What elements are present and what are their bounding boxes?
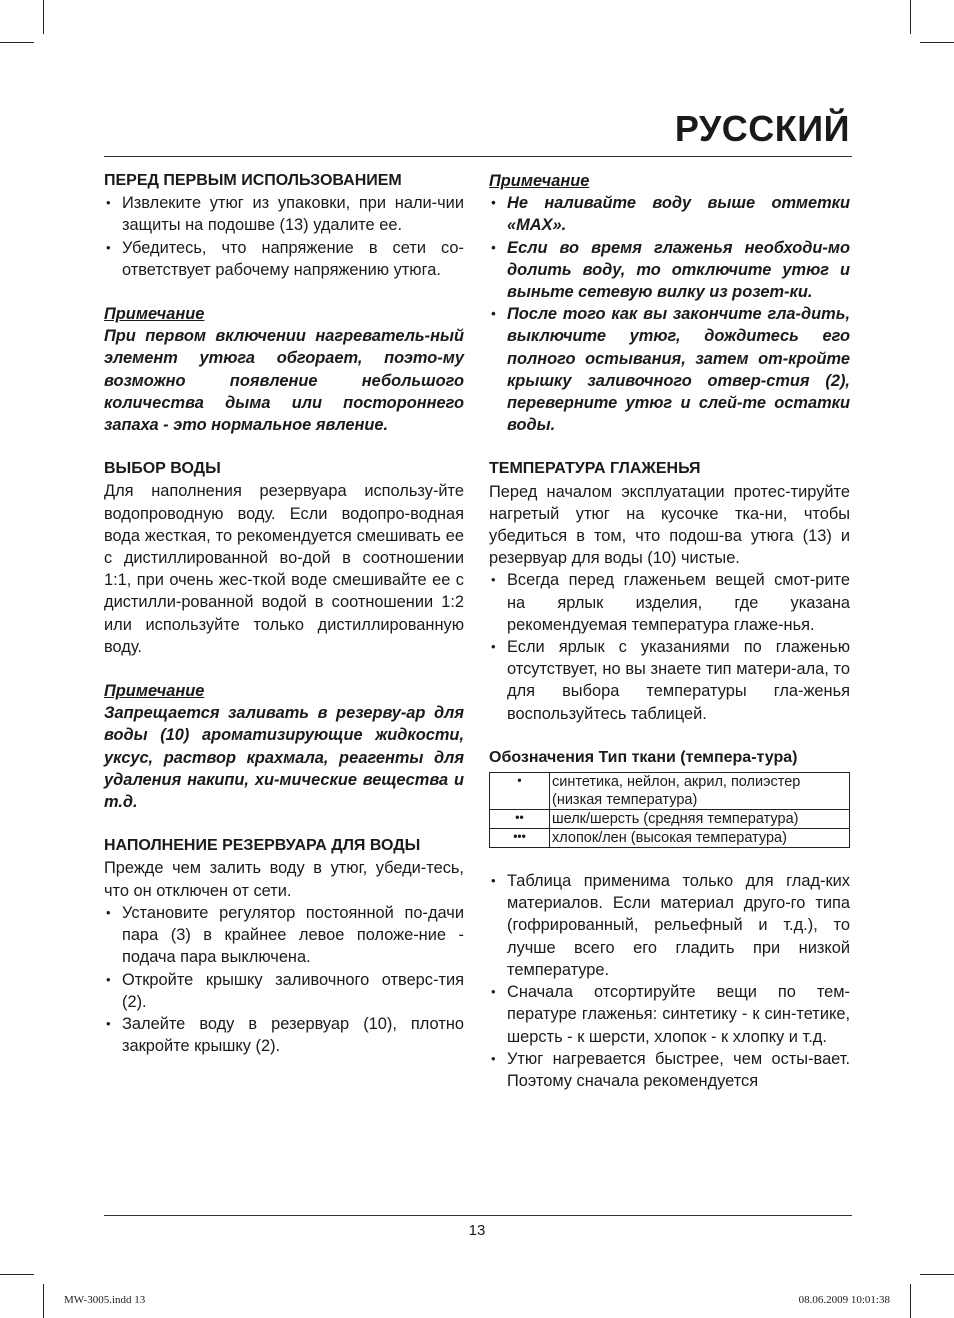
footer-rule bbox=[104, 1215, 852, 1216]
list-item: • Если ярлык с указаниями по глаженью отсутствует, но вы знаете тип матери-ала, то для выбора температуры гла-женья воспользуйтесь таблицей. bbox=[489, 636, 850, 725]
crop-mark bbox=[910, 1284, 911, 1318]
header-rule bbox=[104, 156, 852, 157]
right-column bbox=[489, 170, 850, 1092]
note-title: Примечание bbox=[104, 682, 205, 701]
list-item: • После того как вы закончите гла-дить, выключите утюг, дождитесь его полного остывания, затем от-кройте крышку заливочного отвер-стия (2), переверните утюг и слей-те остатки воды. bbox=[489, 303, 850, 436]
table-row bbox=[490, 773, 850, 810]
crop-mark bbox=[43, 1284, 44, 1318]
fabric-cell: хлопок/лен (высокая температура) bbox=[550, 829, 850, 848]
section-title-filling: НАПОЛНЕНИЕ РЕЗЕРВУАРА ДЛЯ ВОДЫ bbox=[104, 837, 421, 855]
fabric-cell: синтетика, нейлон, акрил, полиэстер (низкая температура) bbox=[550, 773, 850, 810]
page-title: РУССКИЙ bbox=[674, 108, 850, 149]
temperature-list bbox=[489, 569, 850, 724]
note-list bbox=[489, 192, 850, 436]
note-text: Запрещается заливать в резерву-ар для воды (10) ароматизирующие жидкости, уксус, раствор крахмала, реагенты для удаления накипи, хи-мические вещества и т.д. bbox=[104, 704, 464, 812]
list-item: • Извлеките утюг из упаковки, при нали-чии защиты на подошве (13) удалите ее. bbox=[104, 192, 464, 236]
slug-timestamp: 08.06.2009 10:01:38 bbox=[798, 1294, 890, 1306]
note-text: При первом включении нагреватель-ный элемент утюга обгорает, поэто-му возможно появление небольшого количества дыма или постороннего запаха - это нормальное явление. bbox=[104, 327, 464, 435]
note-title: Примечание bbox=[489, 172, 590, 190]
list-item: • Не наливайте воду выше отметки «MAX». bbox=[489, 192, 850, 236]
list-item: • Откройте крышку заливочного отверс-тия (2). bbox=[104, 969, 464, 1013]
crop-mark bbox=[920, 42, 954, 43]
crop-mark bbox=[43, 0, 44, 34]
list-item: • Сначала отсортируйте вещи по тем-пературе глаженья: синтетику - к син-тетике, шерсть - к шерсти, хлопок - к хлопку и т.д. bbox=[489, 981, 850, 1048]
list-item: • Если во время глаженья необходи-мо долить воду, то отключите утюг и выньте сетевую вилку из розет-ки. bbox=[489, 237, 850, 304]
crop-mark bbox=[0, 42, 34, 43]
water-text: Для наполнения резервуара использу-йте водопроводную воду. Если водопро-водная вода жесткая, то рекомендуется смешивать ее с дистиллированной во-дой в соотношении 1:1, при очень жес-ткой воде смешивайте ее с дистилли-рованной водой в соотношении 1:2 или используйте только дистиллированную воду. bbox=[104, 482, 464, 656]
crop-mark bbox=[0, 1274, 34, 1275]
table-row bbox=[490, 829, 850, 848]
temperature-text: Перед началом эксплуатации протес-тируйте нагретый утюг на кусочке тка-ни, чтобы убедиться в том, что подош-ва утюга (13) и резервуар для воды (10) чистые. bbox=[489, 482, 850, 568]
slug-file: MW-3005.indd 13 bbox=[64, 1294, 146, 1306]
crop-mark bbox=[910, 0, 911, 34]
list-item: • Таблица применима только для глад-ких материалов. Если материал друго-го типа (гофрированный, рельефный и т.д.), то лучше всего его гладить при низкой температуре. bbox=[489, 870, 850, 981]
section-title-temperature: ТЕМПЕРАТУРА ГЛАЖЕНЬЯ bbox=[489, 460, 701, 478]
temperature-symbol: • bbox=[490, 773, 550, 810]
note-title: Примечание bbox=[104, 305, 205, 324]
filling-list bbox=[104, 902, 464, 1057]
list-item: • Всегда перед глаженьем вещей смот-рите на ярлык изделия, где указана рекомендуемая температура глаже-нья. bbox=[489, 569, 850, 636]
section-title-water: ВЫБОР ВОДЫ bbox=[104, 460, 221, 478]
section-title-first-use: ПЕРЕД ПЕРВЫМ ИСПОЛЬЗОВАНИЕМ bbox=[104, 172, 402, 189]
temperature-symbol: •• bbox=[490, 810, 550, 829]
fabric-cell: шелк/шерсть (средняя температура) bbox=[550, 810, 850, 829]
list-item: • Убедитесь, что напряжение в сети со-ответствует рабочему напряжению утюга. bbox=[104, 237, 464, 281]
list-item: • Залейте воду в резервуар (10), плотно закройте крышку (2). bbox=[104, 1013, 464, 1057]
first-use-list bbox=[104, 192, 464, 281]
table-heading: Обозначения Тип ткани (темпера-тура) bbox=[489, 748, 798, 766]
table-row bbox=[490, 810, 850, 829]
filling-text: Прежде чем залить воду в утюг, убеди-тесь, что он отключен от сети. bbox=[104, 859, 464, 900]
ironing-tips-list bbox=[489, 870, 850, 1092]
temperature-symbol: ••• bbox=[490, 829, 550, 848]
list-item: • Установите регулятор постоянной по-дачи пара (3) в крайнее левое положе-ние - подача пара выключена. bbox=[104, 902, 464, 969]
left-column bbox=[104, 170, 464, 1057]
fabric-table bbox=[489, 772, 850, 848]
crop-mark bbox=[920, 1274, 954, 1275]
page-number: 13 bbox=[468, 1222, 486, 1239]
list-item: • Утюг нагревается быстрее, чем осты-вает. Поэтому сначала рекомендуется bbox=[489, 1048, 850, 1092]
